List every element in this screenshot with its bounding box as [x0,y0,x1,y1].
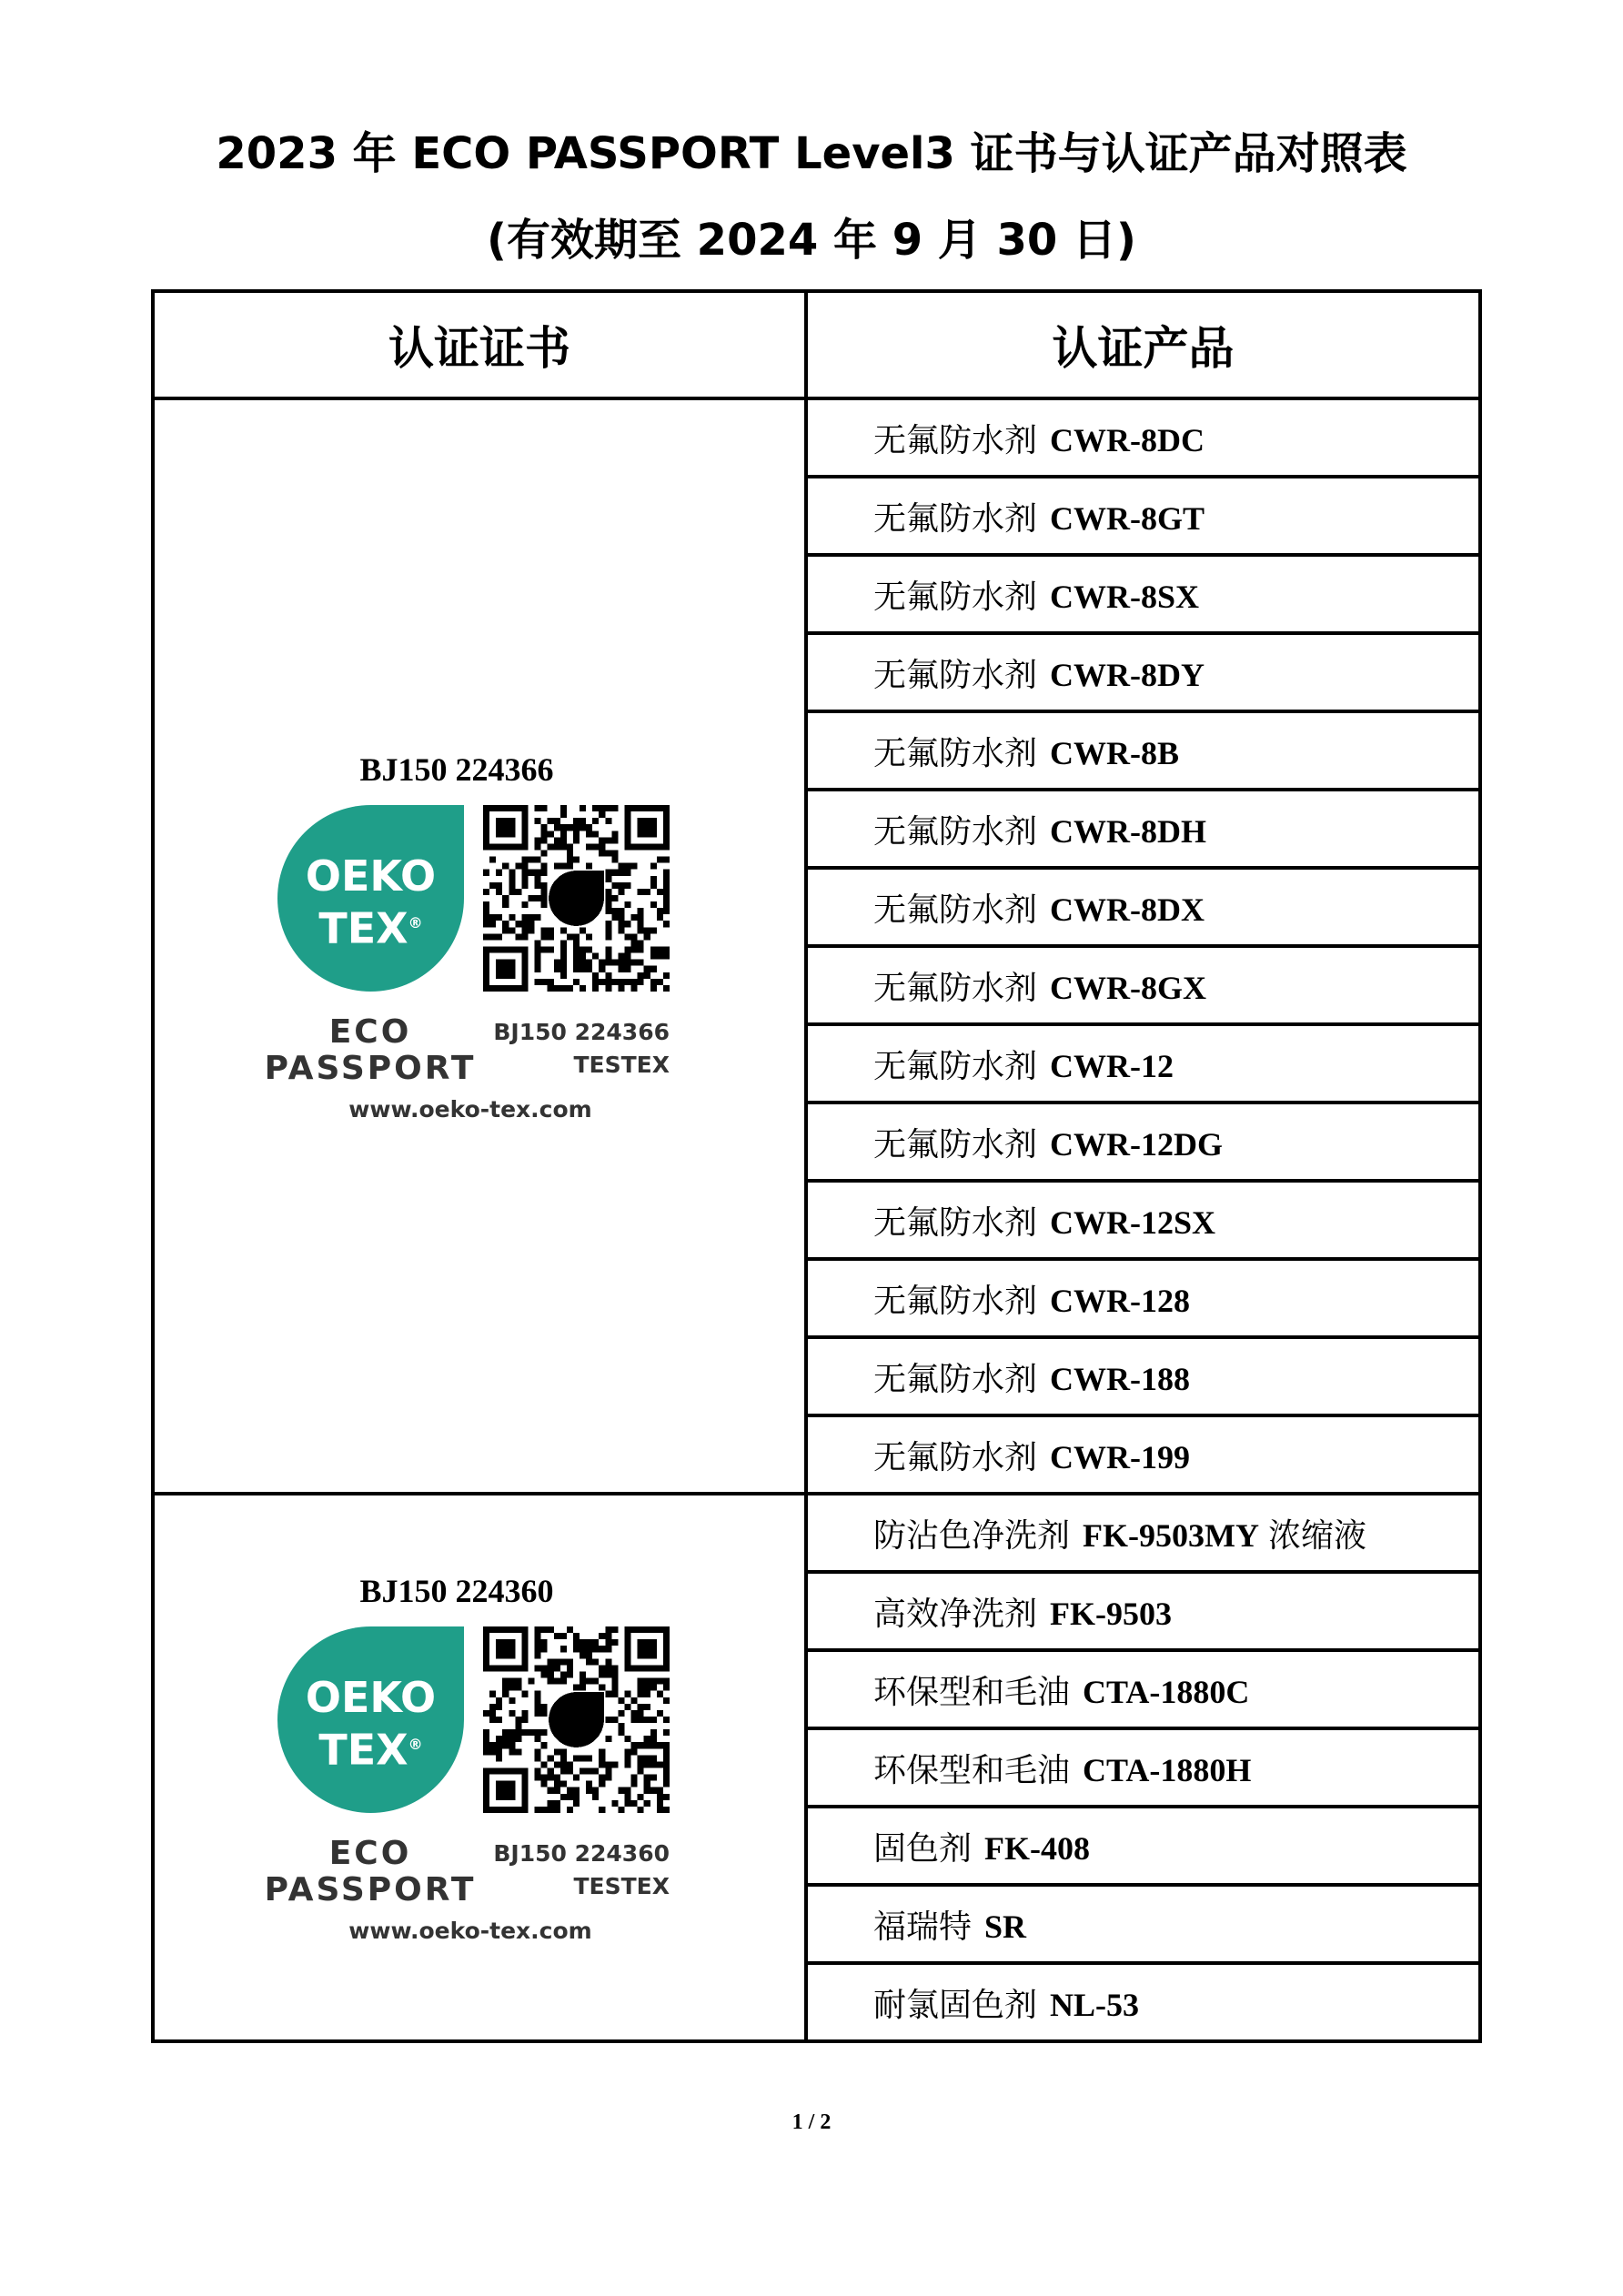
product-cell [806,711,1480,790]
product-cell [806,790,1480,868]
product-cell [806,477,1480,555]
product-code: CWR-8DH [1050,812,1206,850]
product-code: FK-9503MY [1083,1516,1259,1554]
product-name: 无氟防水剂 [873,499,1038,538]
product-name: 无氟防水剂 [873,1438,1038,1476]
passport-label: PASSPORT [264,1871,477,1908]
product-cell [806,1728,1480,1807]
registered-mark-icon: ® [408,1736,423,1753]
product-cell [806,1024,1480,1103]
product-cell [806,1963,1480,2041]
document-title: 2023 年 ECO PASSPORT Level3 证书与认证产品对照表 [216,128,1407,179]
eco-passport-label [261,1014,479,1087]
product-cell [806,1572,1480,1650]
qr-lab: TESTEX [573,1052,670,1078]
product-name: 无氟防水剂 [873,421,1038,459]
certificate-label [261,1572,698,1963]
product-code: CWR-8DY [1050,656,1205,693]
product-cell [806,633,1480,711]
product-cell [806,1415,1480,1494]
product-code: CTA-1880C [1083,1673,1250,1710]
product-cell [806,868,1480,946]
product-cell [806,946,1480,1024]
product-cell [806,1885,1480,1963]
product-name: 固色剂 [873,1829,973,1868]
certificate-label [261,750,698,1142]
oeko-tex-logo-text [277,1674,464,1773]
qr-certificate-number [483,1016,670,1082]
oeko-tex-url: www.oeko-tex.com [348,1918,592,1944]
certificate-cell [153,398,806,1494]
qr-certificate-number [483,1838,670,1903]
qr-code-icon [483,805,670,992]
product-cell [806,1494,1480,1572]
product-name: 无氟防水剂 [873,656,1038,694]
product-code: CWR-8GT [1050,499,1205,537]
product-code: FK-408 [984,1829,1090,1867]
logo-oeko: OEKO [305,851,437,901]
oeko-tex-logo-icon [277,1626,464,1813]
product-code: CTA-1880H [1083,1751,1252,1788]
product-name: 福瑞特 [873,1908,973,1946]
product-name: 无氟防水剂 [873,891,1038,929]
product-code: CWR-188 [1050,1360,1190,1397]
product-cell [806,1181,1480,1259]
product-code: CWR-12 [1050,1047,1174,1084]
page-number: 1 / 2 [791,2110,832,2134]
product-cell [806,1807,1480,1885]
qr-number: BJ150 224366 [493,1019,670,1045]
product-code: NL-53 [1050,1986,1140,2023]
eco-label: ECO [328,1835,412,1872]
product-name: 环保型和毛油 [873,1673,1071,1711]
logo-tex: TEX [318,1725,408,1775]
product-code: CWR-8DX [1050,891,1205,928]
product-name: 无氟防水剂 [873,734,1038,772]
product-name: 无氟防水剂 [873,812,1038,851]
oeko-tex-logo-text [277,852,464,952]
product-cell [806,1103,1480,1181]
header-products: 认证产品 [806,291,1480,398]
table-row [153,1494,1480,1572]
product-code: CWR-128 [1050,1282,1190,1319]
product-name: 无氟防水剂 [873,969,1038,1007]
oeko-tex-url: www.oeko-tex.com [348,1096,592,1123]
eco-label: ECO [328,1013,412,1051]
product-code: CWR-8B [1050,734,1180,771]
qr-lab: TESTEX [573,1873,670,1899]
table-row [153,398,1480,477]
product-name: 无氟防水剂 [873,578,1038,616]
certificate-number: BJ150 224366 [359,751,554,788]
validity-subtitle: (有效期至 2024 年 9 月 30 日) [487,215,1136,266]
product-name: 防沾色净洗剂 [873,1516,1071,1555]
product-code: CWR-12SX [1050,1203,1216,1241]
product-suffix: 浓缩液 [1267,1516,1366,1555]
product-cell [806,398,1480,477]
product-cell [806,1337,1480,1415]
certificate-number: BJ150 224360 [359,1573,554,1609]
qr-code-icon [483,1626,670,1813]
certificate-product-table [151,289,1482,2043]
product-code: CWR-12DG [1050,1125,1223,1163]
product-code: CWR-199 [1050,1438,1190,1475]
product-name: 无氟防水剂 [873,1125,1038,1163]
product-cell [806,1259,1480,1337]
product-code: SR [984,1908,1027,1945]
header-certificate: 认证证书 [153,291,806,398]
product-name: 高效净洗剂 [873,1595,1038,1633]
logo-oeko: OEKO [305,1673,437,1722]
product-code: CWR-8DC [1050,421,1205,458]
product-name: 无氟防水剂 [873,1360,1038,1398]
product-name: 无氟防水剂 [873,1047,1038,1085]
product-code: CWR-8SX [1050,578,1200,615]
passport-label: PASSPORT [264,1050,477,1087]
eco-passport-label [261,1836,479,1908]
product-cell [806,555,1480,633]
product-name: 无氟防水剂 [873,1282,1038,1320]
logo-tex: TEX [318,903,408,953]
product-name: 环保型和毛油 [873,1751,1071,1789]
table-header-row [153,291,1480,398]
product-code: CWR-8GX [1050,969,1206,1006]
product-cell [806,1650,1480,1728]
oeko-tex-logo-icon [277,805,464,992]
qr-number: BJ150 224360 [493,1840,670,1867]
registered-mark-icon: ® [408,914,423,931]
certificate-cell [153,1494,806,2041]
product-code: FK-9503 [1050,1595,1172,1632]
product-name: 耐氯固色剂 [873,1986,1038,2024]
product-name: 无氟防水剂 [873,1203,1038,1242]
